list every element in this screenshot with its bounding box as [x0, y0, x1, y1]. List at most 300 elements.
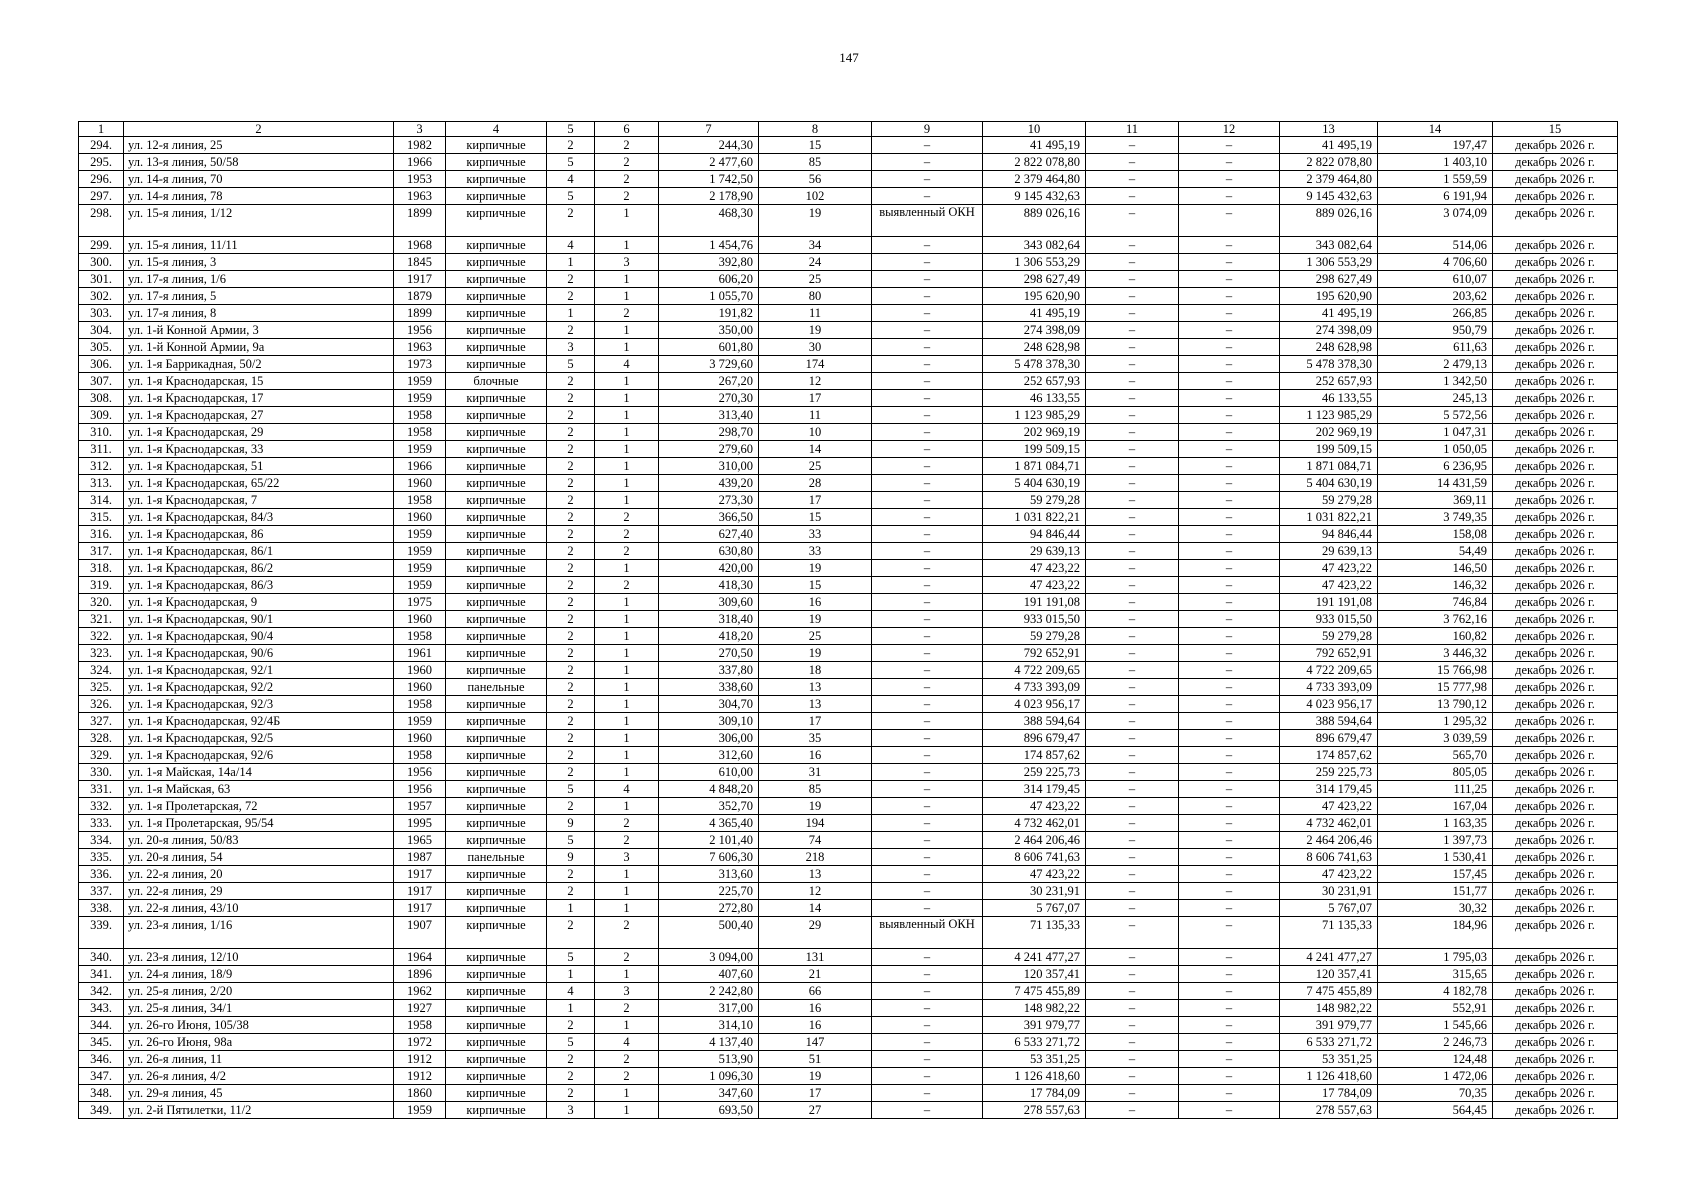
table-cell-col-8: 33: [759, 526, 872, 543]
table-cell-col-13: 17 784,09: [1280, 1085, 1378, 1102]
table-cell-col-7: 337,80: [659, 662, 759, 679]
table-cell-col-8: 13: [759, 696, 872, 713]
table-cell-col-8: 19: [759, 645, 872, 662]
table-cell-col-13: 6 533 271,72: [1280, 1034, 1378, 1051]
table-cell-col-9: –: [872, 883, 983, 900]
table-cell-col-8: 17: [759, 713, 872, 730]
table-cell-col-13: 343 082,64: [1280, 237, 1378, 254]
table-cell-col-9: –: [872, 662, 983, 679]
table-cell-col-7: 3 094,00: [659, 949, 759, 966]
table-cell-col-11: –: [1086, 966, 1179, 983]
table-cell-col-11: –: [1086, 764, 1179, 781]
table-cell-col-15: декабрь 2026 г.: [1493, 883, 1618, 900]
table-cell-col-6: 1: [595, 205, 659, 237]
table-cell-col-6: 1: [595, 390, 659, 407]
table-cell-col-8: 174: [759, 356, 872, 373]
table-cell-col-9: –: [872, 458, 983, 475]
table-cell-col-7: 1 096,30: [659, 1068, 759, 1085]
table-cell-col-9: –: [872, 798, 983, 815]
table-cell-col-6: 2: [595, 188, 659, 205]
table-cell-col-14: 15 766,98: [1378, 662, 1493, 679]
table-cell-col-4: блочные: [446, 373, 547, 390]
table-cell-col-6: 1: [595, 611, 659, 628]
table-cell-col-11: –: [1086, 390, 1179, 407]
table-cell-col-7: 267,20: [659, 373, 759, 390]
table-cell-col-2: ул. 20-я линия, 54: [124, 849, 394, 866]
table-cell-col-4: кирпичные: [446, 730, 547, 747]
table-cell-col-15: декабрь 2026 г.: [1493, 662, 1618, 679]
table-cell-col-10: 148 982,22: [983, 1000, 1086, 1017]
table-cell-col-8: 19: [759, 798, 872, 815]
table-cell-col-4: кирпичные: [446, 983, 547, 1000]
table-cell-col-5: 2: [547, 424, 595, 441]
column-header-6: 6: [595, 122, 659, 137]
table-cell-col-3: 1959: [394, 526, 446, 543]
table-cell-col-1: 294.: [79, 137, 124, 154]
table-cell-col-13: 4 732 462,01: [1280, 815, 1378, 832]
table-cell-col-1: 297.: [79, 188, 124, 205]
table-cell-col-15: декабрь 2026 г.: [1493, 849, 1618, 866]
table-cell-col-15: декабрь 2026 г.: [1493, 509, 1618, 526]
table-cell-col-15: декабрь 2026 г.: [1493, 1034, 1618, 1051]
table-cell-col-12: –: [1179, 832, 1280, 849]
table-cell-col-3: 1964: [394, 949, 446, 966]
table-cell-col-14: 54,49: [1378, 543, 1493, 560]
table-row: [79, 390, 1618, 407]
table-cell-col-3: 1972: [394, 1034, 446, 1051]
table-cell-col-10: 278 557,63: [983, 1102, 1086, 1119]
table-cell-col-1: 330.: [79, 764, 124, 781]
table-cell-col-12: –: [1179, 1017, 1280, 1034]
table-cell-col-3: 1963: [394, 188, 446, 205]
table-cell-col-6: 1: [595, 966, 659, 983]
table-cell-col-14: 514,06: [1378, 237, 1493, 254]
table-cell-col-5: 2: [547, 407, 595, 424]
table-cell-col-9: –: [872, 271, 983, 288]
table-cell-col-10: 1 871 084,71: [983, 458, 1086, 475]
column-header-5: 5: [547, 122, 595, 137]
table-cell-col-11: –: [1086, 305, 1179, 322]
table-cell-col-2: ул. 1-я Краснодарская, 29: [124, 424, 394, 441]
table-cell-col-11: –: [1086, 492, 1179, 509]
table-cell-col-10: 17 784,09: [983, 1085, 1086, 1102]
table-cell-col-11: –: [1086, 509, 1179, 526]
table-cell-col-9: –: [872, 747, 983, 764]
table-cell-col-13: 59 279,28: [1280, 492, 1378, 509]
table-cell-col-12: –: [1179, 747, 1280, 764]
table-cell-col-14: 565,70: [1378, 747, 1493, 764]
column-header-3: 3: [394, 122, 446, 137]
table-cell-col-2: ул. 1-я Краснодарская, 17: [124, 390, 394, 407]
table-cell-col-12: –: [1179, 543, 1280, 560]
table-cell-col-13: 2 464 206,46: [1280, 832, 1378, 849]
table-cell-col-2: ул. 23-я линия, 1/16: [124, 917, 394, 949]
table-cell-col-8: 74: [759, 832, 872, 849]
table-cell-col-14: 266,85: [1378, 305, 1493, 322]
table-cell-col-10: 120 357,41: [983, 966, 1086, 983]
table-row: [79, 424, 1618, 441]
table-cell-col-7: 627,40: [659, 526, 759, 543]
table-cell-col-12: –: [1179, 171, 1280, 188]
table-row: [79, 441, 1618, 458]
table-cell-col-2: ул. 26-го Июня, 105/38: [124, 1017, 394, 1034]
table-cell-col-10: 47 423,22: [983, 866, 1086, 883]
table-cell-col-8: 25: [759, 271, 872, 288]
table-cell-col-14: 3 762,16: [1378, 611, 1493, 628]
table-cell-col-9: –: [872, 1102, 983, 1119]
table-row: [79, 475, 1618, 492]
table-cell-col-1: 348.: [79, 1085, 124, 1102]
table-cell-col-8: 14: [759, 441, 872, 458]
table-cell-col-6: 1: [595, 339, 659, 356]
table-cell-col-6: 2: [595, 577, 659, 594]
table-cell-col-10: 4 733 393,09: [983, 679, 1086, 696]
table-row: [79, 594, 1618, 611]
table-cell-col-10: 199 509,15: [983, 441, 1086, 458]
table-cell-col-8: 19: [759, 1068, 872, 1085]
table-cell-col-3: 1912: [394, 1068, 446, 1085]
table-cell-col-11: –: [1086, 645, 1179, 662]
table-cell-col-8: 11: [759, 305, 872, 322]
table-cell-col-7: 2 477,60: [659, 154, 759, 171]
table-cell-col-13: 202 969,19: [1280, 424, 1378, 441]
table-cell-col-1: 326.: [79, 696, 124, 713]
table-cell-col-4: кирпичные: [446, 188, 547, 205]
table-cell-col-13: 41 495,19: [1280, 305, 1378, 322]
table-cell-col-7: 610,00: [659, 764, 759, 781]
table-cell-col-2: ул. 1-я Пролетарская, 95/54: [124, 815, 394, 832]
table-cell-col-9: –: [872, 154, 983, 171]
table-cell-col-3: 1960: [394, 475, 446, 492]
table-cell-col-5: 2: [547, 866, 595, 883]
table-cell-col-5: 2: [547, 137, 595, 154]
table-cell-col-7: 310,00: [659, 458, 759, 475]
table-cell-col-11: –: [1086, 441, 1179, 458]
table-cell-col-3: 1960: [394, 611, 446, 628]
table-cell-col-9: –: [872, 560, 983, 577]
table-cell-col-14: 184,96: [1378, 917, 1493, 949]
table-cell-col-13: 47 423,22: [1280, 866, 1378, 883]
table-cell-col-4: панельные: [446, 849, 547, 866]
table-cell-col-1: 298.: [79, 205, 124, 237]
table-cell-col-1: 349.: [79, 1102, 124, 1119]
table-cell-col-10: 5 767,07: [983, 900, 1086, 917]
table-cell-col-12: –: [1179, 492, 1280, 509]
table-cell-col-7: 317,00: [659, 1000, 759, 1017]
table-cell-col-11: –: [1086, 849, 1179, 866]
table-cell-col-13: 46 133,55: [1280, 390, 1378, 407]
table-cell-col-12: –: [1179, 322, 1280, 339]
table-cell-col-14: 950,79: [1378, 322, 1493, 339]
table-cell-col-8: 19: [759, 322, 872, 339]
table-cell-col-1: 302.: [79, 288, 124, 305]
table-cell-col-3: 1965: [394, 832, 446, 849]
table-cell-col-2: ул. 15-я линия, 3: [124, 254, 394, 271]
table-cell-col-10: 889 026,16: [983, 205, 1086, 237]
table-cell-col-10: 59 279,28: [983, 492, 1086, 509]
table-cell-col-8: 85: [759, 781, 872, 798]
table-cell-col-1: 346.: [79, 1051, 124, 1068]
table-row: [79, 271, 1618, 288]
table-cell-col-3: 1917: [394, 883, 446, 900]
table-cell-col-10: 6 533 271,72: [983, 1034, 1086, 1051]
table-cell-col-1: 335.: [79, 849, 124, 866]
table-cell-col-10: 53 351,25: [983, 1051, 1086, 1068]
table-cell-col-10: 7 475 455,89: [983, 983, 1086, 1000]
table-cell-col-6: 1: [595, 645, 659, 662]
table-cell-col-9: –: [872, 594, 983, 611]
table-cell-col-7: 347,60: [659, 1085, 759, 1102]
table-cell-col-10: 1 126 418,60: [983, 1068, 1086, 1085]
table-cell-col-1: 307.: [79, 373, 124, 390]
table-cell-col-4: кирпичные: [446, 594, 547, 611]
table-cell-col-5: 2: [547, 560, 595, 577]
table-cell-col-9: –: [872, 526, 983, 543]
table-cell-col-1: 327.: [79, 713, 124, 730]
table-cell-col-15: декабрь 2026 г.: [1493, 1102, 1618, 1119]
table-cell-col-11: –: [1086, 1000, 1179, 1017]
table-cell-col-5: 1: [547, 966, 595, 983]
table-cell-col-8: 33: [759, 543, 872, 560]
table-cell-col-13: 1 031 822,21: [1280, 509, 1378, 526]
table-cell-col-12: –: [1179, 373, 1280, 390]
table-cell-col-8: 15: [759, 509, 872, 526]
table-cell-col-1: 338.: [79, 900, 124, 917]
table-cell-col-3: 1966: [394, 154, 446, 171]
table-cell-col-11: –: [1086, 900, 1179, 917]
table-cell-col-4: кирпичные: [446, 764, 547, 781]
table-cell-col-2: ул. 1-я Пролетарская, 72: [124, 798, 394, 815]
table-cell-col-3: 1975: [394, 594, 446, 611]
table-cell-col-14: 1 403,10: [1378, 154, 1493, 171]
table-cell-col-15: декабрь 2026 г.: [1493, 424, 1618, 441]
table-cell-col-1: 333.: [79, 815, 124, 832]
table-cell-col-14: 15 777,98: [1378, 679, 1493, 696]
table-cell-col-13: 47 423,22: [1280, 577, 1378, 594]
table-cell-col-2: ул. 25-я линия, 34/1: [124, 1000, 394, 1017]
table-cell-col-11: –: [1086, 254, 1179, 271]
table-cell-col-7: 352,70: [659, 798, 759, 815]
table-row: [79, 356, 1618, 373]
table-row: [79, 662, 1618, 679]
table-cell-col-7: 350,00: [659, 322, 759, 339]
table-cell-col-4: кирпичные: [446, 832, 547, 849]
table-cell-col-11: –: [1086, 322, 1179, 339]
table-cell-col-14: 564,45: [1378, 1102, 1493, 1119]
table-cell-col-9: –: [872, 305, 983, 322]
table-cell-col-8: 16: [759, 594, 872, 611]
table-cell-col-4: кирпичные: [446, 237, 547, 254]
table-cell-col-13: 933 015,50: [1280, 611, 1378, 628]
column-header-7: 7: [659, 122, 759, 137]
table-cell-col-2: ул. 14-я линия, 70: [124, 171, 394, 188]
table-cell-col-11: –: [1086, 526, 1179, 543]
table-cell-col-3: 1973: [394, 356, 446, 373]
table-cell-col-9: выявленный ОКН: [872, 205, 983, 237]
table-cell-col-13: 278 557,63: [1280, 1102, 1378, 1119]
table-cell-col-9: –: [872, 966, 983, 983]
table-row: [79, 628, 1618, 645]
table-cell-col-15: декабрь 2026 г.: [1493, 917, 1618, 949]
table-cell-col-5: 3: [547, 1102, 595, 1119]
table-cell-col-3: 1899: [394, 205, 446, 237]
table-cell-col-3: 1982: [394, 137, 446, 154]
table-cell-col-2: ул. 1-я Краснодарская, 90/6: [124, 645, 394, 662]
table-cell-col-10: 248 628,98: [983, 339, 1086, 356]
table-cell-col-8: 28: [759, 475, 872, 492]
table-row: [79, 696, 1618, 713]
table-cell-col-8: 15: [759, 137, 872, 154]
table-cell-col-15: декабрь 2026 г.: [1493, 966, 1618, 983]
table-cell-col-2: ул. 1-й Конной Армии, 9а: [124, 339, 394, 356]
table-cell-col-2: ул. 1-я Краснодарская, 92/3: [124, 696, 394, 713]
table-cell-col-6: 1: [595, 883, 659, 900]
table-cell-col-2: ул. 1-я Майская, 14а/14: [124, 764, 394, 781]
table-cell-col-13: 4 722 209,65: [1280, 662, 1378, 679]
table-cell-col-6: 1: [595, 679, 659, 696]
table-cell-col-8: 27: [759, 1102, 872, 1119]
table-row: [79, 492, 1618, 509]
table-cell-col-1: 339.: [79, 917, 124, 949]
table-cell-col-9: –: [872, 254, 983, 271]
table-cell-col-13: 5 404 630,19: [1280, 475, 1378, 492]
table-cell-col-10: 4 241 477,27: [983, 949, 1086, 966]
table-cell-col-8: 16: [759, 747, 872, 764]
table-cell-col-13: 248 628,98: [1280, 339, 1378, 356]
table-cell-col-1: 337.: [79, 883, 124, 900]
table-cell-col-11: –: [1086, 883, 1179, 900]
table-cell-col-7: 418,20: [659, 628, 759, 645]
table-cell-col-7: 2 242,80: [659, 983, 759, 1000]
table-cell-col-3: 1958: [394, 628, 446, 645]
table-cell-col-9: –: [872, 1085, 983, 1102]
table-cell-col-8: 17: [759, 492, 872, 509]
table-row: [79, 188, 1618, 205]
table-cell-col-10: 4 722 209,65: [983, 662, 1086, 679]
table-cell-col-4: кирпичные: [446, 492, 547, 509]
table-row: [79, 288, 1618, 305]
table-cell-col-14: 1 047,31: [1378, 424, 1493, 441]
table-cell-col-11: –: [1086, 577, 1179, 594]
table-cell-col-5: 2: [547, 764, 595, 781]
table-row: [79, 137, 1618, 154]
table-cell-col-15: декабрь 2026 г.: [1493, 577, 1618, 594]
table-cell-col-3: 1959: [394, 1102, 446, 1119]
table-cell-col-9: –: [872, 983, 983, 1000]
table-cell-col-7: 630,80: [659, 543, 759, 560]
table-cell-col-5: 2: [547, 526, 595, 543]
table-cell-col-15: декабрь 2026 г.: [1493, 322, 1618, 339]
table-cell-col-4: кирпичные: [446, 966, 547, 983]
table-cell-col-2: ул. 1-я Краснодарская, 92/4Б: [124, 713, 394, 730]
table-row: [79, 832, 1618, 849]
table-cell-col-6: 2: [595, 917, 659, 949]
table-cell-col-8: 14: [759, 900, 872, 917]
table-cell-col-15: декабрь 2026 г.: [1493, 832, 1618, 849]
table-cell-col-4: кирпичные: [446, 1000, 547, 1017]
table-cell-col-14: 203,62: [1378, 288, 1493, 305]
table-cell-col-10: 9 145 432,63: [983, 188, 1086, 205]
column-header-9: 9: [872, 122, 983, 137]
table-cell-col-10: 41 495,19: [983, 137, 1086, 154]
table-cell-col-15: декабрь 2026 г.: [1493, 696, 1618, 713]
table-cell-col-9: –: [872, 866, 983, 883]
table-cell-col-5: 4: [547, 983, 595, 1000]
table-row: [79, 900, 1618, 917]
table-cell-col-9: –: [872, 543, 983, 560]
table-cell-col-13: 5 767,07: [1280, 900, 1378, 917]
table-cell-col-5: 2: [547, 611, 595, 628]
header-row: [79, 122, 1618, 137]
table-cell-col-5: 2: [547, 1017, 595, 1034]
table-cell-col-10: 1 031 822,21: [983, 509, 1086, 526]
table-cell-col-7: 468,30: [659, 205, 759, 237]
table-cell-col-6: 2: [595, 543, 659, 560]
table-row: [79, 458, 1618, 475]
table-cell-col-11: –: [1086, 1102, 1179, 1119]
table-cell-col-14: 14 431,59: [1378, 475, 1493, 492]
table-cell-col-2: ул. 20-я линия, 50/83: [124, 832, 394, 849]
table-cell-col-15: декабрь 2026 г.: [1493, 407, 1618, 424]
table-cell-col-8: 29: [759, 917, 872, 949]
table-cell-col-14: 13 790,12: [1378, 696, 1493, 713]
table-cell-col-9: выявленный ОКН: [872, 917, 983, 949]
table-cell-col-15: декабрь 2026 г.: [1493, 781, 1618, 798]
table-cell-col-10: 388 594,64: [983, 713, 1086, 730]
table-cell-col-11: –: [1086, 475, 1179, 492]
table-row: [79, 543, 1618, 560]
table-cell-col-9: –: [872, 900, 983, 917]
table-cell-col-9: –: [872, 475, 983, 492]
table-cell-col-5: 2: [547, 390, 595, 407]
table-cell-col-8: 12: [759, 373, 872, 390]
table-cell-col-10: 202 969,19: [983, 424, 1086, 441]
table-cell-col-12: –: [1179, 764, 1280, 781]
table-cell-col-4: кирпичные: [446, 747, 547, 764]
table-cell-col-14: 197,47: [1378, 137, 1493, 154]
table-cell-col-1: 328.: [79, 730, 124, 747]
table-cell-col-10: 259 225,73: [983, 764, 1086, 781]
table-cell-col-14: 245,13: [1378, 390, 1493, 407]
table-cell-col-5: 2: [547, 271, 595, 288]
table-cell-col-9: –: [872, 849, 983, 866]
table-cell-col-5: 2: [547, 577, 595, 594]
table-cell-col-2: ул. 25-я линия, 2/20: [124, 983, 394, 1000]
table-cell-col-7: 4 137,40: [659, 1034, 759, 1051]
table-cell-col-15: декабрь 2026 г.: [1493, 560, 1618, 577]
table-cell-col-10: 191 191,08: [983, 594, 1086, 611]
table-cell-col-12: –: [1179, 1034, 1280, 1051]
table-cell-col-8: 56: [759, 171, 872, 188]
table-cell-col-3: 1959: [394, 390, 446, 407]
table-cell-col-5: 5: [547, 188, 595, 205]
table-cell-col-11: –: [1086, 747, 1179, 764]
table-row: [79, 577, 1618, 594]
table-cell-col-6: 1: [595, 900, 659, 917]
table-cell-col-15: декабрь 2026 г.: [1493, 492, 1618, 509]
table-cell-col-8: 147: [759, 1034, 872, 1051]
table-cell-col-7: 273,30: [659, 492, 759, 509]
table-cell-col-2: ул. 15-я линия, 1/12: [124, 205, 394, 237]
table-cell-col-13: 41 495,19: [1280, 137, 1378, 154]
table-cell-col-11: –: [1086, 866, 1179, 883]
table-cell-col-8: 16: [759, 1017, 872, 1034]
table-row: [79, 747, 1618, 764]
table-cell-col-15: декабрь 2026 г.: [1493, 730, 1618, 747]
table-cell-col-10: 47 423,22: [983, 560, 1086, 577]
table-cell-col-1: 342.: [79, 983, 124, 1000]
table-cell-col-13: 252 657,93: [1280, 373, 1378, 390]
